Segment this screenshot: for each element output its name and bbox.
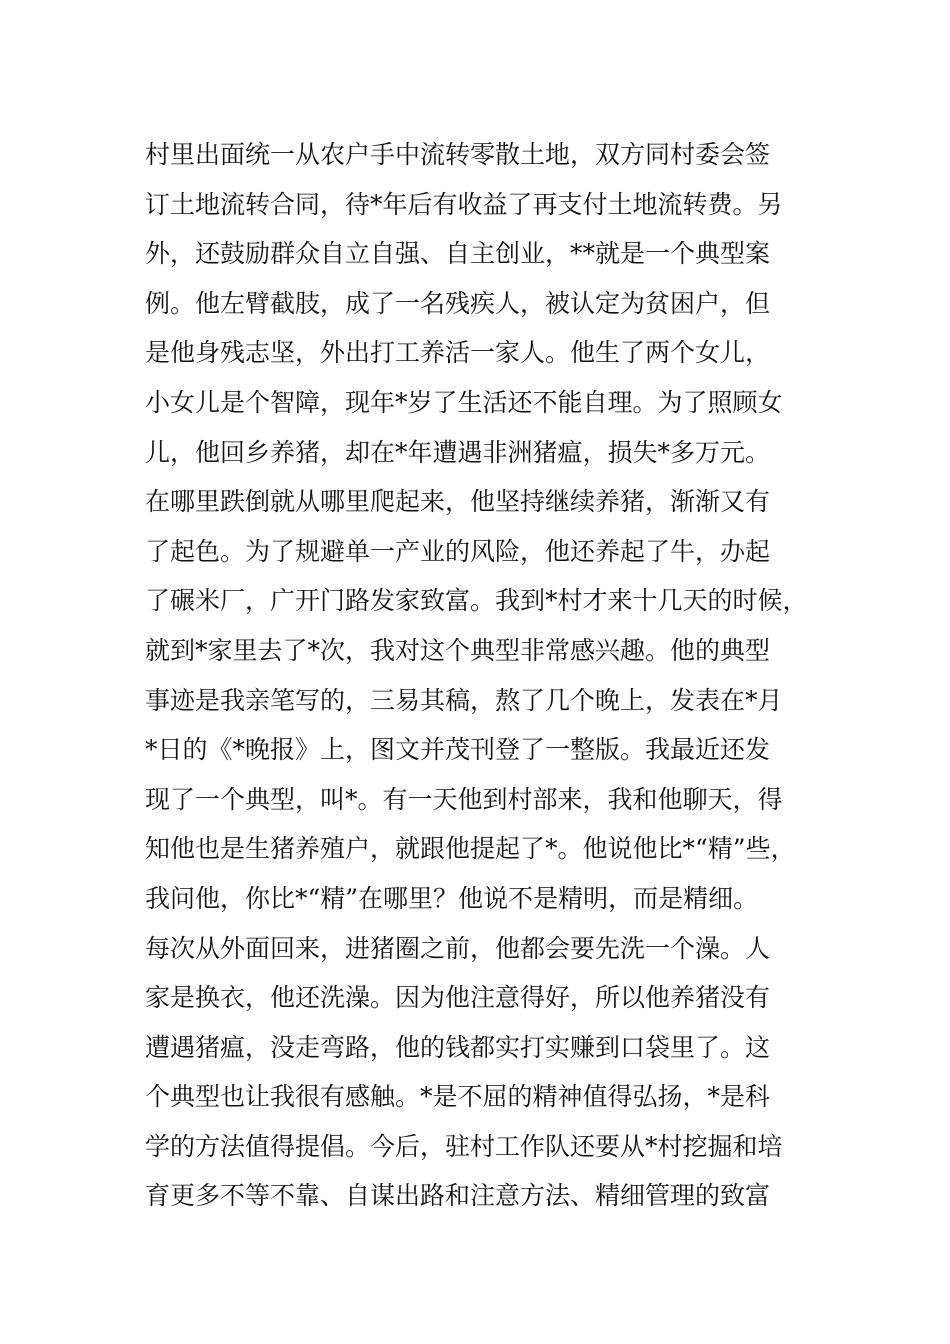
text-line: 家是换衣，他还洗澡。因为他注意得好，所以他养猪没有	[145, 983, 771, 1013]
text-line: 村里出面统一从农户手中流转零散土地，双方同村委会签	[145, 140, 771, 169]
text-line: 是他身残志坚，外出打工养活一家人。他生了两个女儿，	[145, 338, 771, 368]
text-line: 儿，他回乡养猪，却在*年遭遇非洲猪瘟，损失*多万元。	[145, 437, 771, 467]
text-line: 在哪里跌倒就从哪里爬起来，他坚持继续养猪，渐渐又有	[145, 487, 771, 517]
text-line: 遭遇猪瘟，没走弯路，他的钱都实打实赚到口袋里了。这	[145, 1032, 771, 1062]
text-line: 小女儿是个智障，现年*岁了生活还不能自理。为了照顾女	[145, 387, 783, 417]
text-line: 我问他，你比*“精”在哪里？他说不是精明，而是精细。	[145, 883, 759, 913]
text-line: 现了一个典型，叫*。有一天他到村部来，我和他聊天，得	[145, 784, 783, 814]
text-line: 知他也是生猪养殖户，就跟他提起了*。他说他比*“精”些，	[145, 834, 796, 864]
text-line: 个典型也让我很有感触。*是不屈的精神值得弘扬，*是科	[145, 1082, 771, 1112]
text-line: 学的方法值得提倡。今后，驻村工作队还要从*村挖掘和培	[145, 1131, 783, 1161]
text-line: 就到*家里去了*次，我对这个典型非常感兴趣。他的典型	[145, 635, 771, 665]
text-line: 了碾米厂，广开门路发家致富。我到*村才来十几天的时候，	[145, 586, 808, 616]
text-line: 订土地流转合同，待*年后有收益了再支付土地流转费。另	[145, 189, 783, 219]
text-line: 事迹是我亲笔写的，三易其稿，熬了几个晚上，发表在*月	[145, 685, 783, 715]
text-line: 育更多不等不靠、自谋出路和注意方法、精细管理的致富	[145, 1181, 771, 1211]
body-text	[145, 130, 815, 1221]
text-line: 外，还鼓励群众自立自强、自主创业，**就是一个典型案	[145, 239, 771, 269]
text-line: 每次从外面回来，进猪圈之前，他都会要先洗一个澡。人	[145, 933, 771, 963]
text-line: 例。他左臂截肢，成了一名残疾人，被认定为贫困户，但	[145, 288, 771, 318]
text-line: 了起色。为了规避单一产业的风险，他还养起了牛，办起	[145, 536, 771, 566]
text-line: *日的《*晚报》上，图文并茂刊登了一整版。我最近还发	[145, 735, 771, 765]
